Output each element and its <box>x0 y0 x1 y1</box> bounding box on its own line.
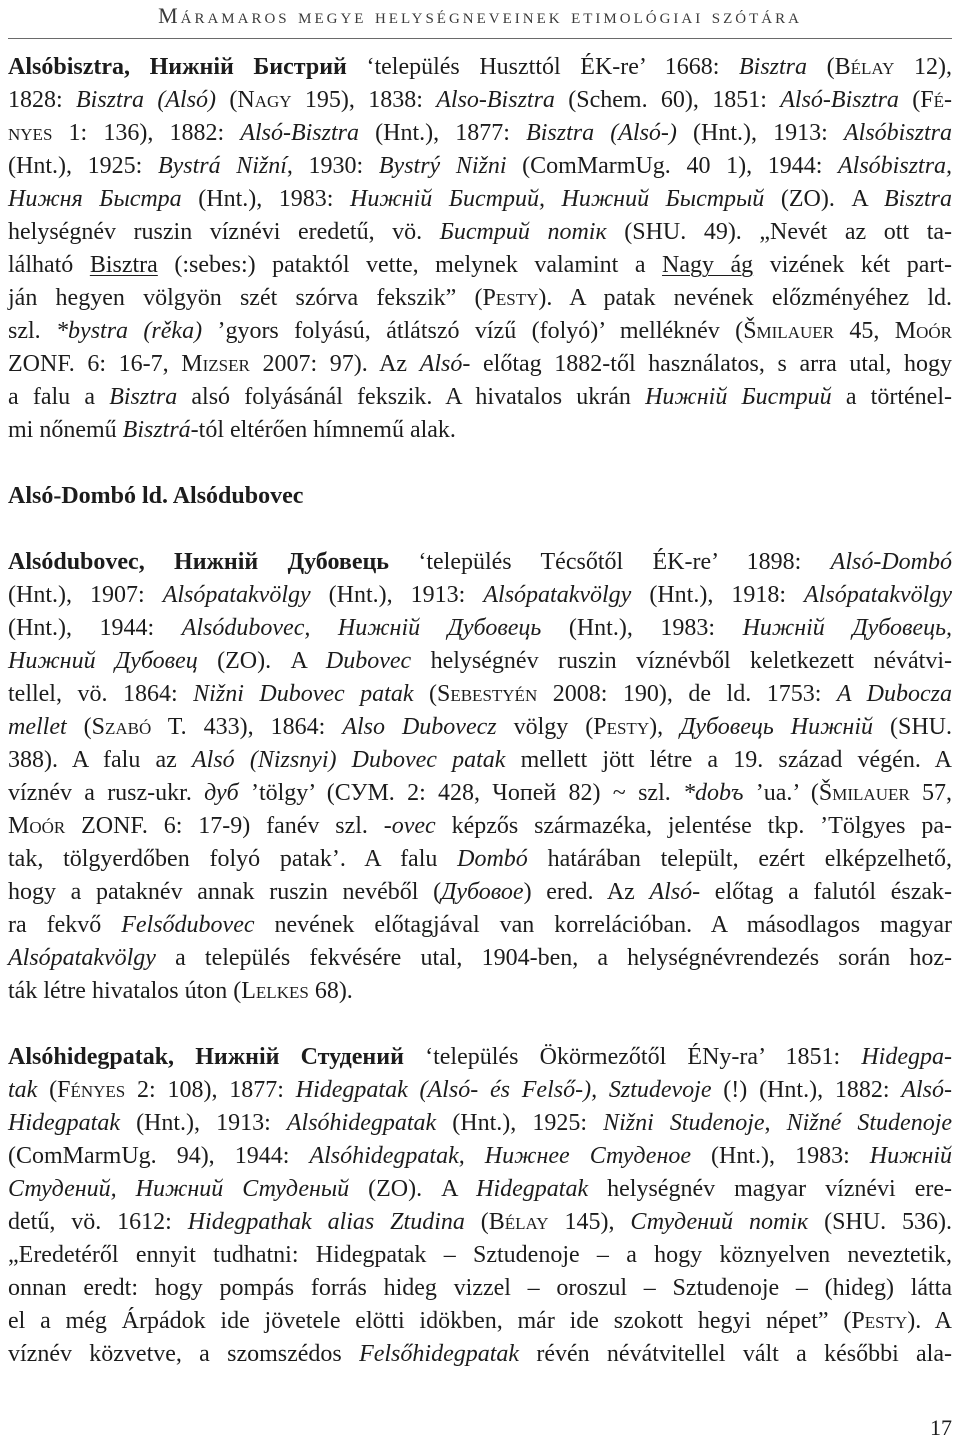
text-run: nevének előtagjával van korrelációban. A másodlagos magyar <box>254 912 952 938</box>
italic-form: Студений, Нижний Студеный <box>8 1176 350 1202</box>
text-line <box>8 117 952 150</box>
italic-form: Alsó- <box>649 879 701 905</box>
text-run: előtag 1882-től használatos, s arra utal, hogy <box>470 351 952 377</box>
text-line <box>8 612 952 645</box>
text-run: (Hnt.), 1918: <box>631 582 805 608</box>
text-run: tak, tölgyerdőben folyó patak’. A falu <box>8 846 458 872</box>
text-run: (Hnt.), 1983: <box>541 615 743 641</box>
text-run: ‘település Ökörmezőtől ÉNy-ra’ 1851: <box>403 1044 862 1070</box>
italic-form: Нижня Быстра <box>8 186 182 212</box>
italic-form: Bisztra <box>883 186 952 212</box>
text-run: ), <box>649 714 681 740</box>
small-caps-source: nyes <box>8 120 53 146</box>
text-run: (Hnt.), 1925: <box>436 1110 604 1136</box>
text-run: onnan eredt: hogy pompás forrás hideg vizzel – oroszul – Sztudenoje – (hideg) látta <box>8 1275 952 1301</box>
small-caps-source: Szabó <box>91 714 152 740</box>
text-run: 1: 136), 1882: <box>52 120 241 146</box>
text-run: a történel- <box>831 384 952 410</box>
small-caps-source: Šmilauer <box>818 780 910 806</box>
text-line <box>8 1107 952 1140</box>
text-run: előtag a falutól észak- <box>700 879 953 905</box>
text-run: „Eredetéről ennyit tudhatni: Hidegpatak – Sztudenoje – a hogy köznyelven neveztetik, <box>8 1242 952 1268</box>
text-run: (Hnt.), 1877: <box>359 120 527 146</box>
text-run: ). A patak nevének előzményéhez ld. <box>538 285 952 311</box>
italic-form: Alsódubovec, Нижній Дубовець <box>181 615 542 641</box>
italic-form: Бистрий потік <box>439 219 607 245</box>
italic-form: Hidegpa- <box>861 1044 952 1070</box>
text-line <box>8 1272 952 1305</box>
small-caps-source: Fé- <box>920 87 953 113</box>
small-caps-source: Pesty <box>482 285 539 311</box>
text-run: ( <box>807 54 835 80</box>
italic-form: mellet <box>8 714 67 740</box>
text-run: 2008: 190), de ld. 1753: <box>537 681 837 707</box>
text-run: ták létre hivatalos úton ( <box>8 978 242 1004</box>
italic-form: Alsóhidegpatak, Нижнее Студеное <box>309 1143 691 1169</box>
text-run: (Hnt.), 1913: <box>676 120 844 146</box>
text-run: (Hnt.), 1944: <box>8 615 182 641</box>
text-line <box>8 216 952 249</box>
text-run: , <box>764 1110 787 1136</box>
text-line <box>8 1074 952 1107</box>
headword: Alsó-Dombó ld. Alsódubovec <box>8 483 304 509</box>
text-line <box>8 150 952 183</box>
text-run: völgy ( <box>496 714 594 740</box>
text-run: , 1930: <box>286 153 379 179</box>
text-line <box>8 777 952 810</box>
italic-form: Dombó <box>457 846 528 872</box>
text-run: ján hegyen völgyön szét szórva fekszik” ( <box>8 285 483 311</box>
text-run: (SHU. 49). „Nevét az ott ta- <box>606 219 952 245</box>
text-run: a falu a <box>8 384 110 410</box>
small-caps-source: Bélay <box>488 1209 549 1235</box>
text-run: el a még Árpádok ide jövetele elötti idökben, már ide szokott hegyi népet” ( <box>8 1308 852 1334</box>
text-run: ra fekvő <box>8 912 122 938</box>
italic-form: Hidegpatak <box>8 1110 120 1136</box>
italic-form: -ovec <box>383 813 436 839</box>
text-run: víznév közvetve, a szomszédos <box>8 1341 360 1367</box>
text-line <box>8 678 952 711</box>
italic-form: Also-Bisztra <box>436 87 555 113</box>
text-run: ( <box>413 681 437 707</box>
text-line <box>8 909 952 942</box>
text-run: 388). A falu az <box>8 747 192 773</box>
text-line <box>8 711 952 744</box>
italic-form: Нижній Бистрий <box>645 384 832 410</box>
text-run: vizének két part- <box>753 252 953 278</box>
text-run: mi nőnemű <box>8 417 123 443</box>
text-line <box>8 579 952 612</box>
headword: Alsódubovec, Нижній Дубовець <box>8 549 389 575</box>
italic-form: Nižné Studenoje <box>786 1110 953 1136</box>
text-run: ’ua.’ ( <box>743 780 819 806</box>
italic-form: Bystrá Nižní <box>157 153 287 179</box>
underlined-name: Bisztra <box>89 252 158 278</box>
text-run: (Hnt.), 1983: <box>691 1143 870 1169</box>
small-caps-source: Moór <box>8 813 66 839</box>
text-run: (!) (Hnt.), 1882: <box>711 1077 902 1103</box>
text-run: lálható <box>8 252 90 278</box>
italic-form: Alsó- <box>901 1077 952 1103</box>
italic-form: Hidegpatak (Alsó- és Felső-), Sztudevoje <box>295 1077 712 1103</box>
text-run: helységnév ruszin víznévből keletkezett névátvi- <box>411 648 953 674</box>
text-line <box>8 315 952 348</box>
italic-form: Felsődubovec <box>121 912 255 938</box>
italic-form: Alsópatakvölgy <box>8 945 156 971</box>
small-caps-source: Lelkes <box>241 978 309 1004</box>
text-line <box>8 84 952 117</box>
text-line <box>8 744 952 777</box>
text-line <box>8 414 952 447</box>
italic-form: Студений потік <box>630 1209 809 1235</box>
text-run: ( <box>37 1077 58 1103</box>
italic-form: Alsó-Bisztra <box>240 120 359 146</box>
dictionary-body <box>8 51 952 1404</box>
italic-form: Alsó- <box>419 351 471 377</box>
italic-form: Alsó-Bisztra <box>780 87 899 113</box>
italic-form: Дубовое <box>441 879 524 905</box>
underlined-name: Nagy ág <box>662 252 754 278</box>
text-run: -tól eltérően hímnemű alak. <box>190 417 456 443</box>
small-caps-source: Šmilauer <box>743 318 834 344</box>
text-line <box>8 381 952 414</box>
small-caps-source: Pesty <box>851 1308 908 1334</box>
text-run: 195), 1838: <box>291 87 437 113</box>
text-run: ( <box>66 714 92 740</box>
italic-form: дуб <box>204 780 239 806</box>
text-run: szl. <box>8 318 57 344</box>
italic-form: Alsópatakvölgy <box>804 582 952 608</box>
italic-form: Alsópatakvölgy <box>162 582 311 608</box>
text-run: (Hnt.), 1925: <box>8 153 158 179</box>
dictionary-entry <box>8 480 952 513</box>
italic-form: Нижній <box>869 1143 953 1169</box>
text-run: (ComMarmUg. 94), 1944: <box>8 1143 310 1169</box>
italic-form: Alsópatakvölgy <box>483 582 632 608</box>
italic-form: Bystrý Nižni <box>378 153 507 179</box>
text-run: tellel, vö. 1864: <box>8 681 194 707</box>
text-line <box>8 249 952 282</box>
text-line <box>8 1206 952 1239</box>
italic-form: A Dubocza <box>836 681 952 707</box>
italic-form: Alsóhidegpatak <box>286 1110 437 1136</box>
text-line <box>8 480 952 513</box>
dictionary-entry <box>8 546 952 1008</box>
small-caps-source: Bélay <box>834 54 895 80</box>
text-run: (ComMarmUg. 40 1), 1944: <box>506 153 839 179</box>
text-line <box>8 975 952 1008</box>
italic-form: Hidegpatak <box>476 1176 589 1202</box>
text-line <box>8 876 952 909</box>
text-run: alsó folyásánál fekszik. A hivatalos ukrán <box>177 384 646 410</box>
italic-form: tak <box>8 1077 38 1103</box>
text-line <box>8 1305 952 1338</box>
text-line <box>8 1041 952 1074</box>
italic-form: Nižni Studenoje <box>603 1110 765 1136</box>
text-line <box>8 1338 952 1371</box>
text-line <box>8 282 952 315</box>
text-run: hogy a pataknév annak ruszin nevéből ( <box>8 879 442 905</box>
text-run: ( <box>216 87 238 113</box>
headword: Alsóbisztra, Нижній Бистрий <box>8 54 347 80</box>
text-line <box>8 810 952 843</box>
text-line <box>8 1239 952 1272</box>
italic-form: Alsó (Nizsnyi) Dubovec patak <box>191 747 506 773</box>
text-run: ) ered. Az <box>523 879 650 905</box>
text-run: 57, <box>909 780 953 806</box>
text-run: ( <box>464 1209 489 1235</box>
italic-form: Also Dubovecz <box>342 714 497 740</box>
italic-form: Bisztra <box>739 54 808 80</box>
italic-form: Bisztra (Alsó) <box>76 87 217 113</box>
text-run: (Schem. 60), 1851: <box>554 87 781 113</box>
text-line <box>8 348 952 381</box>
text-run: víznév a rusz-ukr. <box>8 780 205 806</box>
text-run: (SHU. <box>872 714 952 740</box>
text-run: ’gyors folyású, átlátszó vízű (folyó)’ melléknév ( <box>202 318 744 344</box>
italic-form: Dubovec <box>325 648 412 674</box>
headword: Alsóhidegpatak, Нижній Студений <box>8 1044 404 1070</box>
italic-form: Bisztra <box>109 384 178 410</box>
text-run: 2007: 97). Az <box>249 351 420 377</box>
text-run: ‘település Técsőtől ÉK-re’ 1898: <box>389 549 831 575</box>
text-run: 1828: <box>8 87 77 113</box>
text-run: helységnév ruszin víznévi eredetű, vö. <box>8 219 440 245</box>
text-line <box>8 942 952 975</box>
text-line <box>8 645 952 678</box>
text-run: (ZO). A <box>764 186 884 212</box>
text-run: révén névátvitellel vált a későbbi ala- <box>519 1341 952 1367</box>
text-run: (ZO). A <box>349 1176 477 1202</box>
small-caps-source: Nagy <box>237 87 292 113</box>
small-caps-source: Fényes <box>57 1077 126 1103</box>
text-run: (Hnt.), 1913: <box>119 1110 287 1136</box>
text-run: (ZO). A <box>197 648 326 674</box>
text-run: képzős származéka, jelentése tkp. ’Tölgyes pa- <box>435 813 952 839</box>
text-run: ). A <box>907 1308 953 1334</box>
text-run: ’tölgy’ (СУМ. 2: 428, Чопей 82) ~ szl. <box>238 780 684 806</box>
text-line <box>8 51 952 84</box>
text-run: 68). <box>308 978 353 1004</box>
italic-form: Alsóbisztra, <box>838 153 953 179</box>
small-caps-source: Moór <box>894 318 952 344</box>
text-run: (Hnt.), 1913: <box>310 582 484 608</box>
text-line <box>8 183 952 216</box>
italic-form: Нижній Бистрий, Нижний Быстрый <box>350 186 765 212</box>
text-run: T. 433), 1864: <box>151 714 343 740</box>
italic-form: Дубовець Нижній <box>680 714 873 740</box>
text-run: 45, <box>833 318 895 344</box>
italic-form: Bisztrá <box>122 417 191 443</box>
text-run: ‘település Huszttól ÉK-re’ 1668: <box>346 54 739 80</box>
dictionary-entry <box>8 1041 952 1371</box>
text-line <box>8 1140 952 1173</box>
italic-form: Bisztra (Alsó-) <box>526 120 677 146</box>
italic-form: Felsőhidegpatak <box>359 1341 520 1367</box>
italic-form: Nižni Dubovec patak <box>193 681 414 707</box>
small-caps-source: Mizser <box>181 351 250 377</box>
running-head: Máramaros megye helységneveinek etimológiai szótára <box>158 3 802 28</box>
italic-form: Hidegpathak alias Ztudina <box>187 1209 465 1235</box>
dictionary-entry <box>8 51 952 447</box>
text-run: határában települt, ezért elképzelhető, <box>527 846 952 872</box>
text-run: 145), <box>548 1209 631 1235</box>
text-run: ( <box>898 87 921 113</box>
small-caps-source: Sebestyén <box>436 681 538 707</box>
header-rule <box>8 38 952 39</box>
italic-form: Нижній Дубовець, <box>742 615 952 641</box>
text-run: mellett jött létre a 19. század végén. A <box>505 747 952 773</box>
text-run: a település fekvésére utal, 1904-ben, a helységnévrendezés során hoz- <box>155 945 952 971</box>
italic-form: *dobъ <box>683 780 744 806</box>
text-run: 12), <box>894 54 952 80</box>
small-caps-source: Pesty <box>593 714 650 740</box>
page-number: 17 <box>930 1415 952 1440</box>
text-run: detű, vö. 1612: <box>8 1209 188 1235</box>
text-run: helységnév magyar víznévi ere- <box>588 1176 952 1202</box>
text-run: 2: 108), 1877: <box>125 1077 296 1103</box>
italic-form: Нижний Дубовец <box>8 648 198 674</box>
text-run: (:sebes:) pataktól vette, melynek valamint a <box>157 252 663 278</box>
text-line <box>8 843 952 876</box>
text-run: (Hnt.), 1907: <box>8 582 163 608</box>
text-line <box>8 1173 952 1206</box>
text-run: (Hnt.), 1983: <box>181 186 351 212</box>
text-run: ZONF. 6: 16-7, <box>8 351 182 377</box>
italic-form: Alsóbisztra <box>844 120 953 146</box>
text-line <box>8 546 952 579</box>
text-run: (SHU. 536). <box>808 1209 952 1235</box>
italic-form: *bystra (rěka) <box>56 318 203 344</box>
italic-form: Alsó-Dombó <box>830 549 952 575</box>
text-run: ZONF. 6: 17-9) fanév szl. <box>65 813 384 839</box>
